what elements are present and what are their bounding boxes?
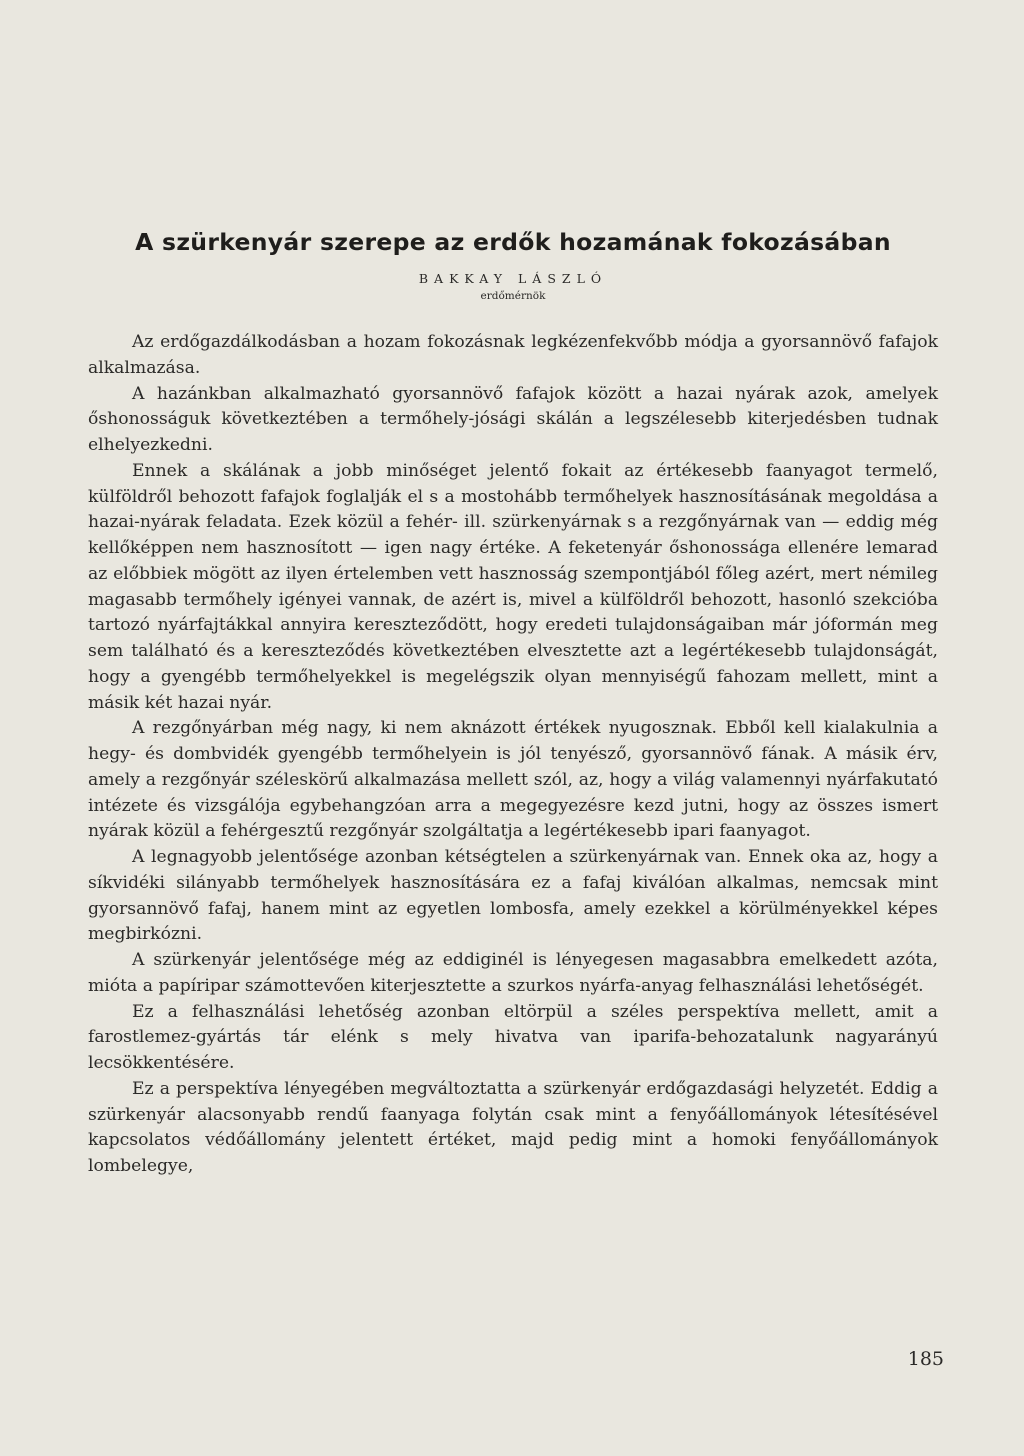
article-body	[88, 330, 938, 1180]
paragraph: A rezgőnyárban még nagy, ki nem aknázott értékek nyugosznak. Ebből kell kialakulnia a hegy- és dombvidék gyengébb termőhelyein is jól tenyésző, gyorsannövő fának. A másik érv, amely a rezgőnyár széleskörű alkalmazása mellett szól, az, hogy a világ valamennyi nyárfakutató intézete és vizsgálója egybehangzóan arra a megegyezésre kezd jutni, hogy az összes ismert nyárak közül a fehérgesztű rezgőnyár szolgáltatja a legértékesebb ipari faanyagot.	[88, 718, 938, 842]
author-name: BAKKAY LÁSZLÓ	[418, 271, 608, 286]
author-role: erdőmérnök	[480, 290, 546, 302]
paragraph: A legnagyobb jelentősége azonban kétségtelen a szürkenyárnak van. Ennek oka az, hogy a síkvidéki silányabb termőhelyek hasznosítására ez a fafaj kiválóan alkalmas, nemcsak mint gyorsannövő fafaj, hanem mint az egyetlen lombosfa, amely ezekkel a körülményekkel képes megbirkózni.	[88, 847, 938, 945]
paragraph: Ennek a skálának a jobb minőséget jelentő fokait az értékesebb faanyagot termelő, külföldről behozott fafajok foglalják el s a mostohább termőhelyek hasznosításának megoldása a hazai-nyárak feladata. Ezek közül a fehér- ill. szürkenyárnak s a rezgőnyárnak van — eddig még kellőképpen nem hasznosított — igen nagy értéke. A feketenyár őshonossága ellenére lemarad az előbbiek mögött az ilyen értelemben vett hasznosság szempontjából főleg azért, mert némileg magasabb termőhely igényei vannak, de azért is, mivel a külföldről behozott, hasonló szekcióba tartozó nyárfajtákkal annyira kereszteződött, hogy eredeti tulajdonságaiban már jóformán meg sem található és a kereszteződés következtében elvesztette azt a legértékesebb tulajdonságát, hogy a gyengébb termőhelyekkel is megelégszik olyan mennyiségű fahozam mellett, mint a másik két hazai nyár.	[88, 460, 938, 713]
paragraph: A hazánkban alkalmazható gyorsannövő fafajok között a hazai nyárak azok, amelyek őshonosságuk következtében a termőhely-jósági skálán a legszélesebb kiterjedésben tudnak elhelyezkedni.	[88, 383, 938, 455]
paragraph: Ez a felhasználási lehetőség azonban eltörpül a széles perspektíva mellett, amit a farostlemez-gyártás tár elénk s mely hivatva van iparifa-behozatalunk nagyarányú lecsökkentésére.	[88, 1001, 938, 1073]
paragraph: A szürkenyár jelentősége még az eddiginél is lényegesen magasabbra emelkedett azóta, mióta a papíripar számottevően kiterjesztette a szurkos nyárfa-anyag felhasználási lehetőségét.	[88, 950, 938, 996]
article	[88, 230, 938, 1180]
article-title: A szürkenyár szerepe az erdők hozamának fokozásában	[135, 228, 891, 256]
paragraph: Ez a perspektíva lényegében megváltoztatta a szürkenyár erdőgazdasági helyzetét. Eddig a szürkenyár alacsonyabb rendű faanyaga folytán csak mint a fenyőállományok létesítésével kapcsolatos védőállomány jelentett értéket, majd pedig mint a homoki fenyőállományok lombelegye,	[88, 1078, 938, 1176]
page-number: 185	[907, 1348, 944, 1370]
paragraph: Az erdőgazdálkodásban a hozam fokozásnak legkézenfekvőbb módja a gyorsannövő fafajok alkalmazása.	[88, 332, 938, 378]
